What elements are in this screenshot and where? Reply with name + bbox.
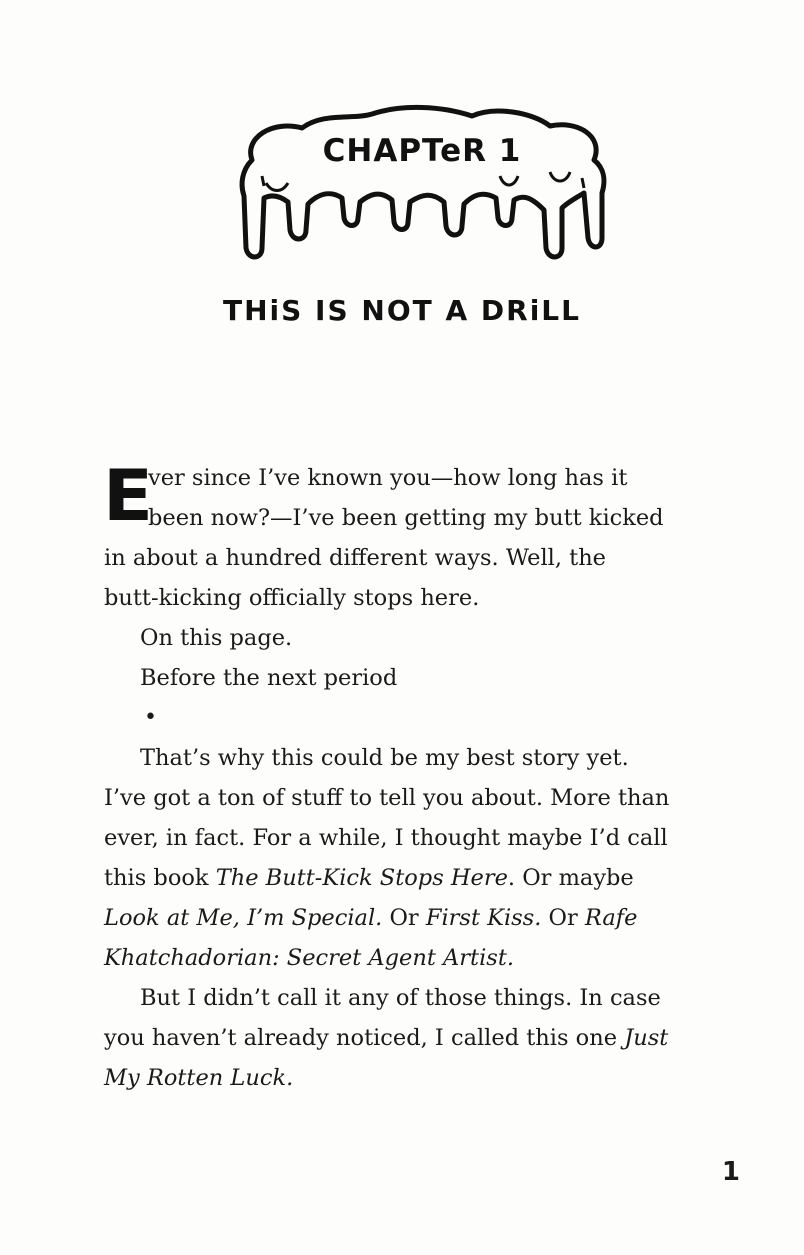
text-run: this book bbox=[104, 865, 216, 891]
text-run: Or bbox=[541, 905, 585, 931]
paragraph-line: ver since I’ve known you—how long has it bbox=[148, 465, 628, 491]
body-text bbox=[102, 455, 744, 1098]
bullet-period: • bbox=[144, 705, 157, 730]
paragraph-line: butt-kicking officially stops here. bbox=[104, 585, 480, 611]
italic-title: Khatchadorian: Secret Agent Artist. bbox=[104, 945, 515, 971]
italic-title: Just bbox=[624, 1025, 669, 1051]
paragraph-line: But I didn’t call it any of those things. In case bbox=[140, 985, 661, 1011]
paragraph-line bbox=[104, 938, 744, 978]
slime-frame-illustration bbox=[232, 98, 612, 273]
italic-title: Look at Me, I’m Special. bbox=[104, 905, 383, 931]
text-run: Or bbox=[382, 905, 426, 931]
paragraph-line bbox=[104, 1058, 744, 1098]
paragraph-line bbox=[104, 898, 744, 938]
italic-title: The Butt-Kick Stops Here bbox=[215, 865, 508, 891]
paragraph-line: On this page. bbox=[140, 625, 293, 651]
paragraph-line: been now?—I’ve been getting my butt kicked bbox=[148, 505, 664, 531]
text-run: . Or maybe bbox=[507, 865, 634, 891]
paragraph-line: I’ve got a ton of stuff to tell you about. More than bbox=[104, 785, 670, 811]
italic-title: Rafe bbox=[584, 905, 638, 931]
italic-title: My Rotten Luck. bbox=[104, 1065, 294, 1091]
page-number: 1 bbox=[721, 1157, 740, 1187]
text-run: you haven’t already noticed, I called this one bbox=[104, 1025, 625, 1051]
paragraph-line: in about a hundred different ways. Well, the bbox=[104, 545, 606, 571]
paragraph-line bbox=[104, 1018, 744, 1058]
drop-cap: E bbox=[102, 455, 154, 537]
paragraph-line: That’s why this could be my best story yet. bbox=[140, 745, 629, 771]
paragraph-line bbox=[104, 858, 744, 898]
paragraph-line: ever, in fact. For a while, I thought maybe I’d call bbox=[104, 825, 668, 851]
paragraph-line: Before the next period bbox=[140, 665, 398, 691]
italic-title: First Kiss. bbox=[425, 905, 542, 931]
chapter-title-heading: THiS IS NOT A DRiLL bbox=[223, 294, 581, 327]
chapter-number-heading: CHAPTeR 1 bbox=[322, 133, 522, 169]
